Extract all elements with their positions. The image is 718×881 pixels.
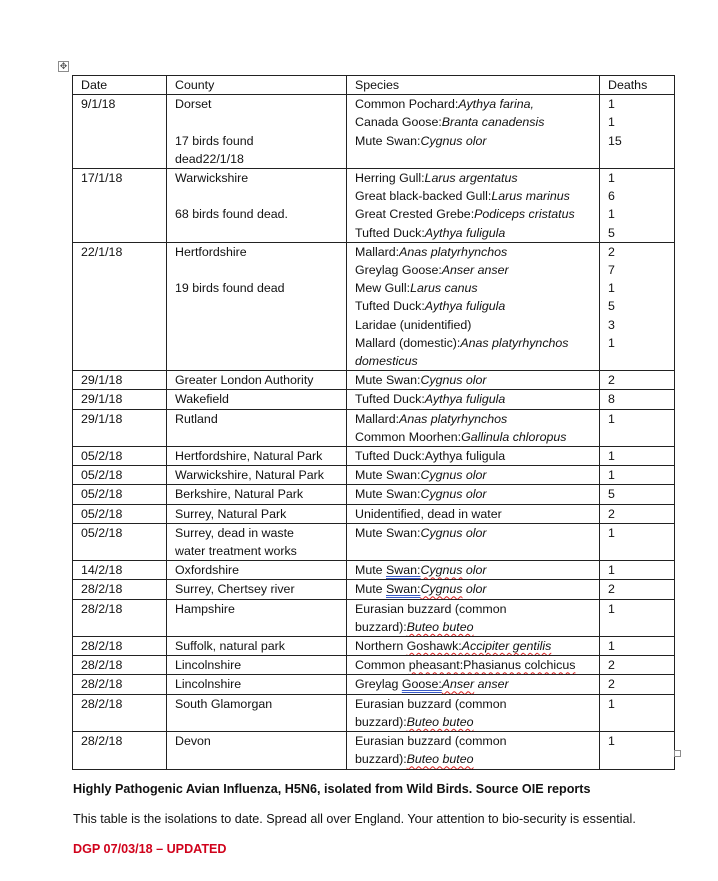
county-line: Warwickshire — [175, 171, 249, 185]
cell-date[interactable]: 05/2/18 — [73, 485, 167, 504]
latin-name: Anas platyrhynchos — [399, 411, 508, 426]
county-line: Dorset — [175, 97, 212, 112]
deaths-value: 1 — [608, 207, 615, 222]
deaths-value: 2 — [608, 677, 615, 692]
common-name: Tufted Duck: — [355, 225, 425, 240]
latin-name: domesticus — [355, 354, 418, 369]
cell-county[interactable] — [167, 504, 347, 523]
cell-species[interactable] — [347, 169, 600, 243]
latin-name: Anser — [441, 677, 475, 692]
table-row — [73, 732, 675, 769]
latin-name: Buteo buteo — [406, 714, 474, 729]
deaths-value: 1 — [608, 281, 615, 296]
deaths-value: 1 — [608, 411, 615, 426]
species-line — [355, 132, 595, 150]
header-deaths[interactable]: Deaths — [600, 76, 675, 95]
latin-name: Larus argentatus — [424, 171, 518, 185]
deaths-value: 1 — [608, 335, 615, 350]
cell-species[interactable] — [347, 656, 600, 675]
cell-date[interactable]: 05/2/18 — [73, 523, 167, 560]
county-line: Hertfordshire — [175, 244, 247, 259]
deaths-value: 1 — [608, 97, 615, 112]
county-line: Oxfordshire — [175, 563, 240, 578]
deaths-value: 5 — [608, 225, 615, 240]
table-resize-handle-icon[interactable] — [674, 750, 681, 757]
cell-date[interactable]: 05/2/18 — [73, 447, 167, 466]
table-move-handle-icon[interactable]: ✥ — [59, 61, 68, 71]
deaths-value: 2 — [608, 582, 615, 597]
species-line — [355, 113, 595, 131]
deaths-value: 2 — [608, 244, 615, 259]
cell-deaths[interactable] — [600, 561, 675, 580]
cell-date[interactable]: 28/2/18 — [73, 694, 167, 731]
cell-species[interactable] — [347, 242, 600, 370]
cell-deaths[interactable] — [600, 732, 675, 769]
common-name: Herring Gull: — [355, 171, 425, 185]
cell-county[interactable] — [167, 169, 347, 243]
common-name: Laridae (unidentified) — [355, 317, 472, 332]
header-county[interactable]: County — [167, 76, 347, 95]
latin-name: Anas platyrhynchos — [399, 244, 508, 259]
cell-species[interactable] — [347, 447, 600, 466]
species-line — [355, 600, 595, 618]
species-line — [355, 279, 595, 297]
cell-county[interactable] — [167, 485, 347, 504]
species-line — [355, 224, 595, 242]
species-line — [355, 390, 595, 408]
cell-deaths[interactable] — [600, 169, 675, 243]
table-body — [73, 95, 675, 769]
common-name: Goshawk: — [406, 639, 462, 654]
common-name: Mallard: — [355, 411, 400, 426]
cell-deaths[interactable] — [600, 95, 675, 169]
deaths-value: 7 — [608, 263, 615, 278]
county-line: water treatment works — [175, 544, 297, 559]
table-row — [73, 523, 675, 560]
cell-species[interactable] — [347, 390, 600, 409]
common-name: Tufted Duck:Aythya fuligula — [355, 449, 506, 464]
cell-species[interactable] — [347, 694, 600, 731]
species-line — [355, 695, 595, 713]
cell-species[interactable] — [347, 466, 600, 485]
latin-name: Gallinula chloropus — [461, 429, 567, 444]
cell-county[interactable] — [167, 675, 347, 694]
species-line — [355, 485, 595, 503]
latin-name: Aythya farina, — [458, 97, 534, 112]
latin-name: Aythya fuligula — [424, 299, 506, 314]
common-name: Mallard (domestic): — [355, 335, 461, 350]
latin-name: Podiceps cristatus — [474, 207, 575, 222]
table-row — [73, 371, 675, 390]
common-name: buzzard): — [355, 619, 407, 634]
cell-species[interactable] — [347, 523, 600, 560]
cell-county[interactable] — [167, 371, 347, 390]
table-row — [73, 694, 675, 731]
species-line — [355, 750, 595, 768]
cell-date[interactable]: 9/1/18 — [73, 95, 167, 169]
table-row — [73, 561, 675, 580]
common-name: Common Moorhen: — [355, 429, 462, 444]
cell-species[interactable] — [347, 732, 600, 769]
cell-species[interactable] — [347, 409, 600, 446]
cell-species[interactable] — [347, 637, 600, 656]
species-line — [355, 675, 595, 693]
table-row — [73, 466, 675, 485]
cell-date[interactable]: 28/2/18 — [73, 580, 167, 599]
common-name: Mew Gull: — [355, 281, 411, 296]
common-name: Swan: — [386, 563, 421, 578]
latin-name: Larus marinus — [491, 189, 570, 204]
deaths-value: 1 — [608, 696, 615, 711]
updated-stamp: DGP 07/03/18 – UPDATED — [73, 842, 227, 856]
header-species[interactable]: Species — [347, 76, 600, 95]
table-row — [73, 580, 675, 599]
species-line — [355, 561, 595, 579]
common-name: Great Crested Grebe: — [355, 207, 475, 222]
cell-date[interactable]: 28/2/18 — [73, 656, 167, 675]
cell-county[interactable] — [167, 242, 347, 370]
cell-date[interactable]: 28/2/18 — [73, 637, 167, 656]
deaths-value: 1 — [608, 468, 615, 483]
cell-date[interactable]: 17/1/18 — [73, 169, 167, 243]
deaths-value: 1 — [608, 639, 615, 654]
species-line — [355, 580, 595, 598]
county-line — [175, 187, 342, 205]
table-row — [73, 169, 675, 243]
common-name: Mute Swan: — [355, 468, 421, 483]
species-line — [355, 95, 595, 113]
species-line — [355, 656, 595, 674]
common-name: Mallard: — [355, 244, 400, 259]
common-name: Canada Goose: — [355, 115, 442, 130]
common-name: Goose: — [401, 677, 442, 692]
species-line — [355, 428, 595, 446]
deaths-value: 8 — [608, 392, 615, 407]
latin-name: olor — [462, 582, 487, 597]
cell-species[interactable] — [347, 599, 600, 636]
county-line: 68 birds found dead. — [175, 207, 288, 222]
cell-county[interactable] — [167, 599, 347, 636]
cell-deaths[interactable] — [600, 656, 675, 675]
cell-deaths[interactable] — [600, 409, 675, 446]
cell-deaths[interactable] — [600, 637, 675, 656]
county-line: Surrey, Chertsey river — [175, 582, 295, 597]
cell-deaths[interactable] — [600, 466, 675, 485]
species-line — [355, 371, 595, 389]
cell-county[interactable] — [167, 656, 347, 675]
county-line: Wakefield — [175, 392, 229, 407]
cell-deaths[interactable] — [600, 504, 675, 523]
species-line — [355, 169, 595, 187]
county-line: Surrey, dead in waste — [175, 525, 294, 540]
latin-name: olor — [462, 563, 487, 578]
common-name: Mute Swan: — [355, 133, 421, 148]
cell-date[interactable]: 14/2/18 — [73, 561, 167, 580]
species-line — [355, 410, 595, 428]
deaths-value: 1 — [608, 563, 615, 578]
cell-date[interactable]: 05/2/18 — [73, 504, 167, 523]
table-row — [73, 599, 675, 636]
common-name: pheasant:Phasianus colchicus — [408, 658, 576, 673]
common-name: Tufted Duck: — [355, 299, 425, 314]
latin-name: Branta canadensis — [441, 115, 545, 130]
cell-species[interactable] — [347, 580, 600, 599]
cell-county[interactable] — [167, 580, 347, 599]
cell-date[interactable]: 28/2/18 — [73, 599, 167, 636]
species-line — [355, 352, 595, 370]
cell-date[interactable]: 28/2/18 — [73, 732, 167, 769]
deaths-value: 15 — [608, 133, 622, 148]
cell-deaths[interactable] — [600, 675, 675, 694]
latin-name: Aythya fuligula — [424, 392, 506, 407]
common-name: Great black-backed Gull: — [355, 189, 492, 204]
cell-deaths[interactable] — [600, 694, 675, 731]
deaths-value: 1 — [608, 171, 615, 185]
table-row — [73, 675, 675, 694]
common-name: Greylag Goose: — [355, 263, 442, 278]
cell-species[interactable] — [347, 561, 600, 580]
cell-deaths[interactable] — [600, 485, 675, 504]
common-name: Mute Swan: — [355, 487, 421, 502]
common-name: Common Pochard: — [355, 97, 459, 112]
common-name: Swan: — [386, 582, 421, 597]
cell-county[interactable] — [167, 732, 347, 769]
county-line: Lincolnshire — [175, 658, 242, 673]
deaths-value: 1 — [608, 525, 615, 540]
deaths-value: 2 — [608, 373, 615, 388]
deaths-value: 1 — [608, 449, 615, 464]
table-row — [73, 637, 675, 656]
county-line: Berkshire, Natural Park — [175, 487, 304, 502]
species-line — [355, 618, 595, 636]
latin-name: Cygnus olor — [420, 373, 487, 388]
cell-date[interactable]: 22/1/18 — [73, 242, 167, 370]
deaths-value: 1 — [608, 601, 615, 616]
species-line — [355, 334, 595, 352]
cell-date[interactable]: 05/2/18 — [73, 466, 167, 485]
county-line: Greater London Authority — [175, 373, 314, 388]
county-line: 17 birds found — [175, 133, 254, 148]
species-line — [355, 713, 595, 731]
latin-name: Cygnus olor — [420, 468, 487, 483]
species-line — [355, 187, 595, 205]
species-line — [355, 505, 595, 523]
deaths-value: 1 — [608, 115, 615, 130]
latin-name: Larus canus — [410, 281, 478, 296]
common-name: buzzard): — [355, 752, 407, 767]
species-line — [355, 732, 595, 750]
latin-name: Cygnus — [420, 563, 463, 578]
species-line — [355, 447, 595, 465]
table-row — [73, 485, 675, 504]
common-name: Mute — [355, 582, 386, 597]
latin-name: Accipiter gentilis — [461, 639, 552, 654]
species-line — [355, 466, 595, 484]
common-name: Eurasian buzzard (common — [355, 734, 507, 749]
cell-county[interactable] — [167, 637, 347, 656]
cell-deaths[interactable] — [600, 390, 675, 409]
cell-county[interactable] — [167, 447, 347, 466]
county-line: dead22/1/18 — [175, 151, 244, 166]
deaths-value: 6 — [608, 189, 615, 204]
cell-county[interactable] — [167, 694, 347, 731]
header-date[interactable]: Date — [73, 76, 167, 95]
avian-influenza-table — [72, 75, 675, 770]
table-row — [73, 390, 675, 409]
cell-date[interactable]: 29/1/18 — [73, 371, 167, 390]
common-name: Mute Swan: — [355, 373, 421, 388]
latin-name: Buteo buteo — [406, 619, 474, 634]
cell-species[interactable] — [347, 371, 600, 390]
table-row — [73, 95, 675, 169]
species-line — [355, 297, 595, 315]
cell-deaths[interactable] — [600, 371, 675, 390]
species-line — [355, 243, 595, 261]
latin-name: Cygnus olor — [420, 487, 487, 502]
species-line — [355, 316, 595, 334]
species-line — [355, 261, 595, 279]
deaths-value: 5 — [608, 299, 615, 314]
latin-name: Anser anser — [441, 263, 509, 278]
county-line: Hertfordshire, Natural Park — [175, 449, 323, 464]
table-caption: Highly Pathogenic Avian Influenza, H5N6, isolated from Wild Birds. Source OIE reports — [73, 782, 591, 796]
cell-deaths[interactable] — [600, 242, 675, 370]
species-line — [355, 524, 595, 542]
latin-name: Anas platyrhynchos — [460, 335, 569, 350]
county-line: South Glamorgan — [175, 696, 273, 711]
table-row — [73, 409, 675, 446]
table-row — [73, 656, 675, 675]
deaths-value: 1 — [608, 734, 615, 749]
deaths-value: 2 — [608, 658, 615, 673]
county-line: Suffolk, natural park — [175, 639, 285, 654]
latin-name: Cygnus olor — [420, 525, 487, 540]
county-line: Lincolnshire — [175, 677, 242, 692]
common-name: Mute Swan: — [355, 525, 421, 540]
table-header-row — [73, 76, 675, 95]
common-name: Tufted Duck: — [355, 392, 425, 407]
common-name: Eurasian buzzard (common — [355, 601, 507, 616]
county-line — [175, 261, 342, 279]
cell-county[interactable] — [167, 390, 347, 409]
common-name: Common — [355, 658, 409, 673]
common-name: buzzard): — [355, 714, 407, 729]
table-row — [73, 504, 675, 523]
cell-date[interactable]: 29/1/18 — [73, 390, 167, 409]
common-name: Mute — [355, 563, 386, 578]
cell-species[interactable] — [347, 95, 600, 169]
common-name: Northern — [355, 639, 407, 654]
county-line: Rutland — [175, 411, 218, 426]
cell-date[interactable]: 28/2/18 — [73, 675, 167, 694]
deaths-value: 2 — [608, 506, 615, 521]
cell-deaths[interactable] — [600, 523, 675, 560]
note-text: This table is the isolations to date. Spread all over England. Your attention to bio-security is essential. — [73, 812, 636, 826]
cell-county[interactable] — [167, 523, 347, 560]
latin-name: anser — [474, 677, 509, 692]
cell-county[interactable] — [167, 409, 347, 446]
common-name: Eurasian buzzard (common — [355, 696, 507, 711]
cell-deaths[interactable] — [600, 447, 675, 466]
latin-name: Aythya fuligula — [424, 225, 506, 240]
cell-deaths[interactable] — [600, 599, 675, 636]
county-line: Surrey, Natural Park — [175, 506, 287, 521]
table-row — [73, 242, 675, 370]
county-line: Devon — [175, 734, 211, 749]
county-line: Hampshire — [175, 601, 235, 616]
species-line — [355, 205, 595, 223]
common-name: Greylag — [355, 677, 402, 692]
cell-species[interactable] — [347, 504, 600, 523]
latin-name: Cygnus — [420, 582, 463, 597]
common-name: Unidentified, dead in water — [355, 506, 502, 521]
deaths-value: 5 — [608, 487, 615, 502]
table-row — [73, 447, 675, 466]
latin-name: Cygnus olor — [420, 133, 487, 148]
county-line: 19 birds found dead — [175, 281, 285, 296]
county-line — [175, 113, 342, 131]
latin-name: Buteo buteo — [406, 752, 474, 767]
cell-species[interactable] — [347, 675, 600, 694]
cell-county[interactable] — [167, 561, 347, 580]
cell-species[interactable] — [347, 485, 600, 504]
deaths-value: 3 — [608, 317, 615, 332]
cell-county[interactable] — [167, 95, 347, 169]
cell-deaths[interactable] — [600, 580, 675, 599]
cell-date[interactable]: 29/1/18 — [73, 409, 167, 446]
cell-county[interactable] — [167, 466, 347, 485]
species-line — [355, 637, 595, 655]
county-line: Warwickshire, Natural Park — [175, 468, 324, 483]
